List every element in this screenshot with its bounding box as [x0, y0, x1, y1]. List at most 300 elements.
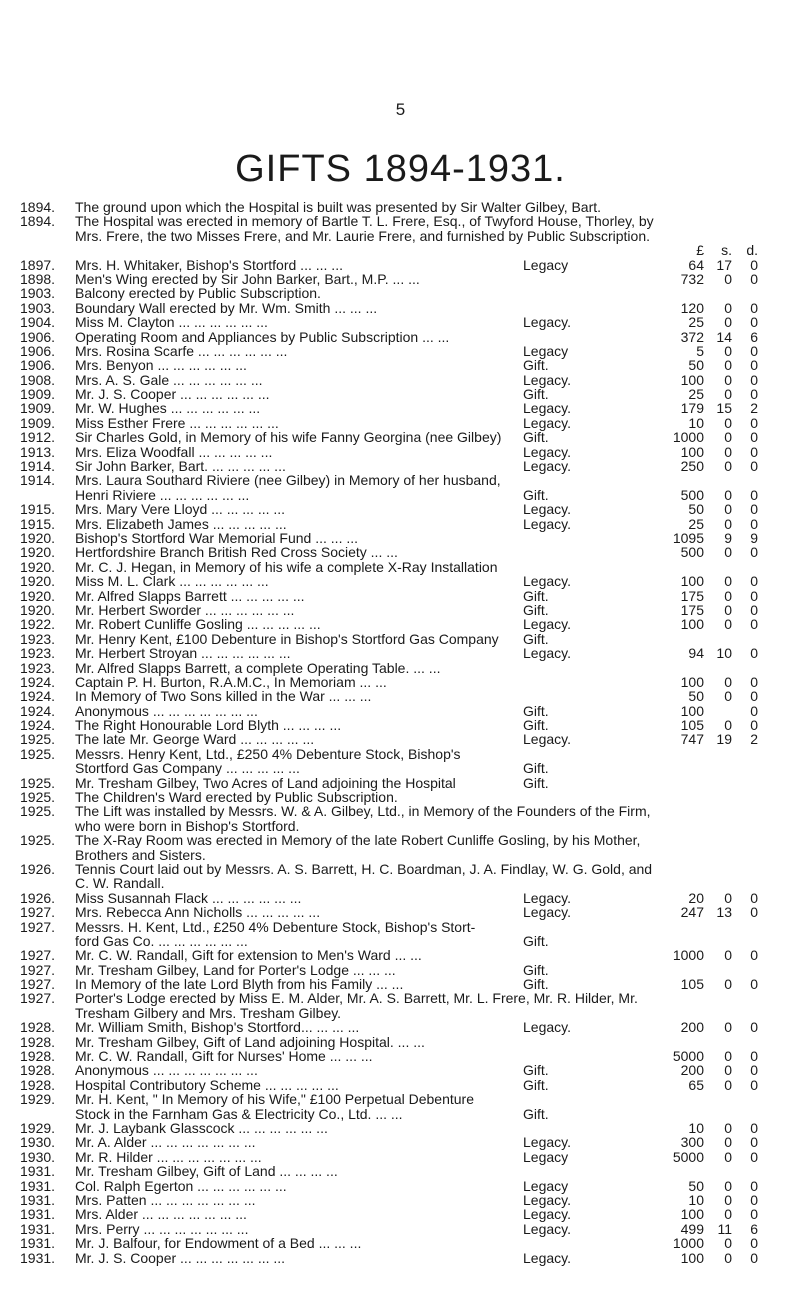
entry-year: 1909. [20, 400, 56, 417]
amount-pounds: 10 [688, 414, 704, 431]
entry-amount [636, 819, 776, 833]
amount-pounds: 1000 [672, 429, 704, 446]
entry-year: 1931. [20, 1163, 56, 1180]
entry-description: ford Gas Co. ... ... ... ... ... ... [75, 932, 248, 949]
amount-pence: 0 [750, 1148, 758, 1165]
list-item [0, 1063, 801, 1077]
amount-pence: 0 [750, 673, 758, 690]
list-item [0, 517, 801, 531]
entry-description: Messrs. Henry Kent, Ltd., £250 4% Debenture Stock, Bishop's [75, 745, 461, 762]
amount-pounds: 100 [680, 673, 704, 690]
amount-shillings: 0 [724, 371, 732, 388]
amount-pence: 0 [750, 357, 758, 374]
entry-type: Gift. [523, 601, 549, 618]
entry-year: 1928. [20, 1062, 56, 1079]
entry-type: Legacy. [523, 458, 571, 475]
entry-amount [636, 459, 776, 473]
entry-amount [636, 1063, 776, 1077]
entry-amount [636, 272, 776, 286]
list-item [0, 804, 801, 818]
amount-pence: 0 [750, 1062, 758, 1079]
entry-amount [636, 1251, 776, 1265]
list-item [0, 1135, 801, 1149]
entry-amount [636, 1006, 776, 1020]
amount-pence: 6 [750, 328, 758, 345]
entry-amount [636, 761, 776, 775]
amount-pence: 0 [750, 299, 758, 316]
amount-shillings: 0 [724, 601, 732, 618]
entry-amount [636, 833, 776, 847]
entry-year: 1930. [20, 1148, 56, 1165]
amount-pounds: 120 [680, 299, 704, 316]
entry-description: Mrs. Rosina Scarfe ... ... ... ... ... ... [75, 342, 288, 359]
list-item [0, 1193, 801, 1207]
entry-amount [636, 473, 776, 487]
list-item [0, 301, 801, 315]
entry-year: 1928. [20, 1019, 56, 1036]
amount-pounds: 250 [680, 458, 704, 475]
list-item [0, 876, 801, 890]
entry-year: 1927. [20, 990, 56, 1007]
list-item [0, 387, 801, 401]
entry-amount [636, 416, 776, 430]
list-item [0, 589, 801, 603]
entry-year: 1913. [20, 443, 56, 460]
entry-type: Legacy. [523, 515, 571, 532]
amount-shillings: 0 [724, 1048, 732, 1065]
amount-shillings: 0 [724, 342, 732, 359]
amount-shillings: 0 [724, 458, 732, 475]
entry-amount [636, 1121, 776, 1135]
entry-amount [636, 517, 776, 531]
amount-pence: 0 [750, 256, 758, 273]
amount-pence: 0 [750, 702, 758, 719]
amount-shillings: 0 [724, 515, 732, 532]
entry-amount [636, 545, 776, 559]
amount-pounds: 100 [680, 702, 704, 719]
entry-type: Legacy. [523, 371, 571, 388]
entry-amount [636, 229, 776, 243]
list-item [0, 1222, 801, 1236]
entry-year: 1922. [20, 616, 56, 633]
list-item [0, 934, 801, 948]
entry-description: Mr. William Smith, Bishop's Stortford... ... ... ... [75, 1019, 360, 1036]
amount-pounds: 64 [688, 256, 704, 273]
amount-pounds: 1000 [672, 947, 704, 964]
amount-pence: 0 [750, 1206, 758, 1223]
list-item [0, 819, 801, 833]
entry-year: 1925. [20, 832, 56, 849]
list-item [0, 718, 801, 732]
entry-year: 1931. [20, 1177, 56, 1194]
list-item [0, 373, 801, 387]
list-item [0, 991, 801, 1005]
list-item [0, 545, 801, 559]
amount-pounds: 500 [680, 486, 704, 503]
amount-pounds: 732 [680, 270, 704, 287]
entry-type: Gift. [523, 717, 549, 734]
amount-shillings: 0 [724, 1177, 732, 1194]
entry-amount [636, 560, 776, 574]
entry-year: 1925. [20, 745, 56, 762]
entry-type: Gift. [523, 1105, 549, 1122]
entry-type: Gift. [523, 774, 549, 791]
entry-description: Mr. Alfred Slapps Barrett, a complete Operating Table. ... ... [75, 659, 441, 676]
entry-description: Hospital Contributory Scheme ... ... ... ... ... [75, 1076, 339, 1093]
amount-shillings: 9 [724, 529, 732, 546]
list-item [0, 761, 801, 775]
amount-pence: 0 [750, 371, 758, 388]
amount-shillings: 0 [724, 616, 732, 633]
entry-type: Gift. [523, 1062, 549, 1079]
entry-description: Tennis Court laid out by Messrs. A. S. Barrett, H. C. Boardman, J. A. Findlay, W. G. Gold, and [75, 860, 653, 877]
list-item [0, 229, 801, 243]
entry-description: Mr. Tresham Gilbey, Land for Porter's Lodge ... ... ... [75, 961, 396, 978]
amount-shillings: 0 [724, 1062, 732, 1079]
amount-pounds: 100 [680, 1249, 704, 1266]
amount-pounds: 100 [680, 616, 704, 633]
entry-type: Legacy. [523, 616, 571, 633]
amount-pence: 0 [750, 717, 758, 734]
entry-amount [636, 574, 776, 588]
entry-year: 1924. [20, 673, 56, 690]
amount-pounds: 175 [680, 587, 704, 604]
list-item [0, 1207, 801, 1221]
entry-year: 1927. [20, 961, 56, 978]
entry-amount [636, 934, 776, 948]
entry-type: Legacy [523, 342, 569, 359]
list-item [0, 430, 801, 444]
entry-description: The Children's Ward erected by Public Subscription. [75, 789, 398, 806]
amount-pounds: 200 [680, 1062, 704, 1079]
entry-year: 1920. [20, 601, 56, 618]
entry-type: Gift. [523, 630, 549, 647]
entry-amount [636, 286, 776, 300]
amount-shillings: 0 [724, 501, 732, 518]
entry-amount [636, 1222, 776, 1236]
amount-pence: 0 [750, 616, 758, 633]
list-item [0, 675, 801, 689]
amount-shillings: 0 [724, 357, 732, 374]
entry-description: Hertfordshire Branch British Red Cross Society ... ... [75, 544, 398, 561]
entry-year: 1906. [20, 342, 56, 359]
amount-shillings: 0 [724, 1019, 732, 1036]
entry-year: 1906. [20, 357, 56, 374]
entry-description: who were born in Bishop's Stortford. [75, 817, 300, 834]
entry-amount [636, 1035, 776, 1049]
amount-pence: 0 [750, 486, 758, 503]
amount-shillings: 0 [724, 673, 732, 690]
entry-amount [636, 1107, 776, 1121]
entry-amount [636, 704, 776, 718]
amount-pounds: 94 [688, 645, 704, 662]
entry-description: Mr. R. Hilder ... ... ... ... ... ... ... [75, 1148, 262, 1165]
entry-year: 1929. [20, 1120, 56, 1136]
list-item [0, 1006, 801, 1020]
entry-description: C. W. Randall. [75, 875, 165, 892]
list-item [0, 704, 801, 718]
entry-year: 1923. [20, 630, 56, 647]
amount-pounds: 499 [680, 1220, 704, 1237]
entry-amount [636, 646, 776, 660]
amount-shillings: 0 [724, 976, 732, 993]
amount-pence: 0 [750, 587, 758, 604]
entry-description: Mr. Tresham Gilbey, Two Acres of Land adjoining the Hospital [75, 774, 456, 791]
entry-amount [636, 387, 776, 401]
entry-year: 1914. [20, 458, 56, 475]
amount-shillings: 0 [724, 299, 732, 316]
amount-pence: 0 [750, 645, 758, 662]
amount-shillings: 0 [724, 1235, 732, 1252]
entry-description: Mr. Henry Kent, £100 Debenture in Bishop's Stortford Gas Company [75, 630, 499, 647]
entry-year: 1924. [20, 688, 56, 705]
amount-pence: 0 [750, 976, 758, 993]
amount-pounds: 300 [680, 1134, 704, 1151]
amount-shillings: 0 [724, 314, 732, 331]
entry-type: Legacy. [523, 314, 571, 331]
amount-pounds: 105 [680, 976, 704, 993]
entry-description: Mr. J. S. Cooper ... ... ... ... ... ... [75, 386, 270, 403]
entry-amount [636, 617, 776, 631]
list-item [0, 646, 801, 660]
list-item [0, 401, 801, 415]
amount-pounds: 50 [688, 1177, 704, 1194]
entry-type: Gift. [523, 760, 549, 777]
list-item [0, 502, 801, 516]
amount-pounds: 25 [688, 515, 704, 532]
entry-description: Mrs. A. S. Gale ... ... ... ... ... ... [75, 371, 263, 388]
entry-year: 1926. [20, 860, 56, 877]
amount-pounds: 10 [688, 1191, 704, 1208]
amount-pence: 0 [750, 688, 758, 705]
entry-type: Gift. [523, 386, 549, 403]
entry-type: Gift. [523, 1076, 549, 1093]
entry-description: Sir Charles Gold, in Memory of his wife Fanny Georgina (nee Gilbey) [75, 429, 502, 446]
amount-pounds: 247 [680, 904, 704, 921]
list-item [0, 258, 801, 272]
entry-year: 1926. [20, 889, 56, 906]
entry-year: 1927. [20, 947, 56, 964]
entry-description: Mr. J. Laybank Glasscock ... ... ... ... ... ... [75, 1120, 328, 1136]
entry-year: 1928. [20, 1033, 56, 1050]
entry-type: Gift. [523, 976, 549, 993]
entry-year: 1915. [20, 515, 56, 532]
entry-type: Gift. [523, 932, 549, 949]
amount-pounds: 50 [688, 501, 704, 518]
list-item [0, 790, 801, 804]
list-item [0, 344, 801, 358]
entry-year: 1920. [20, 573, 56, 590]
list-item [0, 689, 801, 703]
entry-description: Mr. Alfred Slapps Barrett ... ... ... ... ... [75, 587, 305, 604]
amount-shillings: 0 [724, 717, 732, 734]
amount-pounds: 25 [688, 386, 704, 403]
amount-pence: 0 [750, 947, 758, 964]
entry-year: 1927. [20, 918, 56, 935]
entry-description: Sir John Barker, Bart. ... ... ... ... ... [75, 458, 286, 475]
amount-pence: 0 [750, 1120, 758, 1136]
entry-description: The late Mr. George Ward ... ... ... ... ... [75, 731, 315, 748]
amount-pence: 0 [750, 429, 758, 446]
entry-description: Anonymous ... ... ... ... ... ... ... [75, 702, 258, 719]
entry-amount [636, 689, 776, 703]
currency-header [0, 243, 801, 257]
entry-description: Henri Riviere ... ... ... ... ... ... [75, 486, 250, 503]
amount-pence: 0 [750, 501, 758, 518]
entry-amount [636, 790, 776, 804]
amount-shillings: 0 [724, 386, 732, 403]
list-item [0, 1092, 801, 1106]
entry-description: Mrs. Mary Vere Lloyd ... ... ... ... ... [75, 501, 286, 518]
entry-amount [636, 531, 776, 545]
entry-description: Mr. Herbert Sworder ... ... ... ... ... ... [75, 601, 295, 618]
list-item [0, 732, 801, 746]
entry-type: Legacy. [523, 573, 571, 590]
page-number: 5 [395, 100, 406, 119]
amount-shillings: 0 [724, 1249, 732, 1266]
amount-pence: 0 [750, 1191, 758, 1208]
list-item [0, 1078, 801, 1092]
entry-year: 1912. [20, 429, 56, 446]
entry-amount [636, 905, 776, 919]
entry-type: Legacy. [523, 731, 571, 748]
list-item [0, 1179, 801, 1193]
shillings-header: s. [721, 242, 732, 259]
entry-amount [636, 1092, 776, 1106]
list-item [0, 330, 801, 344]
list-item [0, 963, 801, 977]
entry-type: Legacy. [523, 1134, 571, 1151]
amount-pounds: 10 [688, 1120, 704, 1136]
entry-amount [636, 358, 776, 372]
entry-type: Legacy [523, 256, 569, 273]
list-item [0, 214, 801, 228]
entry-description: Miss M. L. Clark ... ... ... ... ... ... [75, 573, 269, 590]
entry-year: 1925. [20, 731, 56, 748]
entry-year: 1903. [20, 285, 56, 302]
entry-type: Legacy. [523, 889, 571, 906]
entry-amount [636, 862, 776, 876]
amount-shillings: 0 [724, 443, 732, 460]
entry-description: Mr. W. Hughes ... ... ... ... ... ... [75, 400, 261, 417]
amount-shillings: 14 [716, 328, 732, 345]
list-item [0, 488, 801, 502]
entry-year: 1924. [20, 702, 56, 719]
entry-year: 1920. [20, 529, 56, 546]
entry-description: In Memory of the late Lord Blyth from his Family ... ... [75, 976, 404, 993]
entry-description: Boundary Wall erected by Mr. Wm. Smith ... ... ... [75, 299, 378, 316]
amount-pence: 0 [750, 889, 758, 906]
entry-description: Mr. C. W. Randall, Gift for extension to Men's Ward ... ... [75, 947, 422, 964]
list-item [0, 1164, 801, 1178]
entry-year: 1925. [20, 774, 56, 791]
amount-pence: 0 [750, 515, 758, 532]
amount-shillings: 19 [716, 731, 732, 748]
entry-amount [636, 330, 776, 344]
amount-shillings: 0 [724, 573, 732, 590]
entry-year: 1915. [20, 501, 56, 518]
amount-pounds: 105 [680, 717, 704, 734]
entry-amount [636, 315, 776, 329]
entry-year: 1925. [20, 789, 56, 806]
list-item [0, 445, 801, 459]
entry-description: Mrs. Frere, the two Misses Frere, and Mr. Laurie Frere, and furnished by Public Subscription. [75, 227, 651, 244]
list-item [0, 315, 801, 329]
entry-amount [636, 675, 776, 689]
entry-description: The Right Honourable Lord Blyth ... ... ... ... [75, 717, 342, 734]
entry-amount [636, 991, 776, 1005]
entry-amount [636, 747, 776, 761]
list-item [0, 776, 801, 790]
amount-shillings: 0 [724, 414, 732, 431]
entry-description: Mr. A. Alder ... ... ... ... ... ... ... [75, 1134, 256, 1151]
amount-shillings: 0 [724, 688, 732, 705]
amount-pence: 9 [750, 529, 758, 546]
entry-amount [636, 977, 776, 991]
amount-pence: 0 [750, 1048, 758, 1065]
entry-amount [636, 948, 776, 962]
entry-amount [636, 876, 776, 890]
entry-description: Miss Susannah Flack ... ... ... ... ... ... [75, 889, 302, 906]
amount-pence: 6 [750, 1220, 758, 1237]
amount-pence: 0 [750, 1249, 758, 1266]
amount-pence: 0 [750, 314, 758, 331]
amount-pence: 0 [750, 1235, 758, 1252]
entry-amount [636, 258, 776, 272]
entry-type: Legacy. [523, 904, 571, 921]
amount-pounds: 100 [680, 371, 704, 388]
amount-pence: 2 [750, 731, 758, 748]
amount-shillings: 17 [716, 256, 732, 273]
entry-amount [636, 1179, 776, 1193]
entry-year: 1931. [20, 1235, 56, 1252]
amount-pence: 0 [750, 904, 758, 921]
entry-description: Mr. H. Kent, " In Memory of his Wife," £100 Perpetual Debenture [75, 1091, 475, 1108]
entry-amount [636, 1049, 776, 1063]
amount-pounds: 100 [680, 1206, 704, 1223]
list-item [0, 531, 801, 545]
entry-year: 1914. [20, 472, 56, 489]
entry-year: 1927. [20, 904, 56, 921]
amount-pounds: 65 [688, 1076, 704, 1093]
entry-year: 1894. [20, 213, 56, 230]
list-item [0, 833, 801, 847]
list-item [0, 632, 801, 646]
entry-amount [636, 344, 776, 358]
entry-year: 1920. [20, 587, 56, 604]
entry-year: 1930. [20, 1134, 56, 1151]
entry-type: Legacy. [523, 443, 571, 460]
entry-year: 1928. [20, 1076, 56, 1093]
amount-shillings: 0 [724, 1076, 732, 1093]
amount-shillings: 0 [724, 429, 732, 446]
list-item [0, 920, 801, 934]
amount-pence: 0 [750, 1076, 758, 1093]
entry-amount [636, 776, 776, 790]
list-item [0, 661, 801, 675]
amount-pence: 0 [750, 443, 758, 460]
entry-amount [636, 603, 776, 617]
amount-pence: 0 [750, 386, 758, 403]
entry-year: 1920. [20, 558, 56, 575]
entry-description: Bishop's Stortford War Memorial Fund ... ... ... [75, 529, 359, 546]
list-item [0, 862, 801, 876]
entry-description: Mr. J. Balfour, for Endowment of a Bed ... ... ... [75, 1235, 362, 1252]
amount-pence: 0 [750, 1177, 758, 1194]
entry-year: 1931. [20, 1249, 56, 1266]
amount-pence: 0 [750, 544, 758, 561]
list-item [0, 200, 801, 214]
